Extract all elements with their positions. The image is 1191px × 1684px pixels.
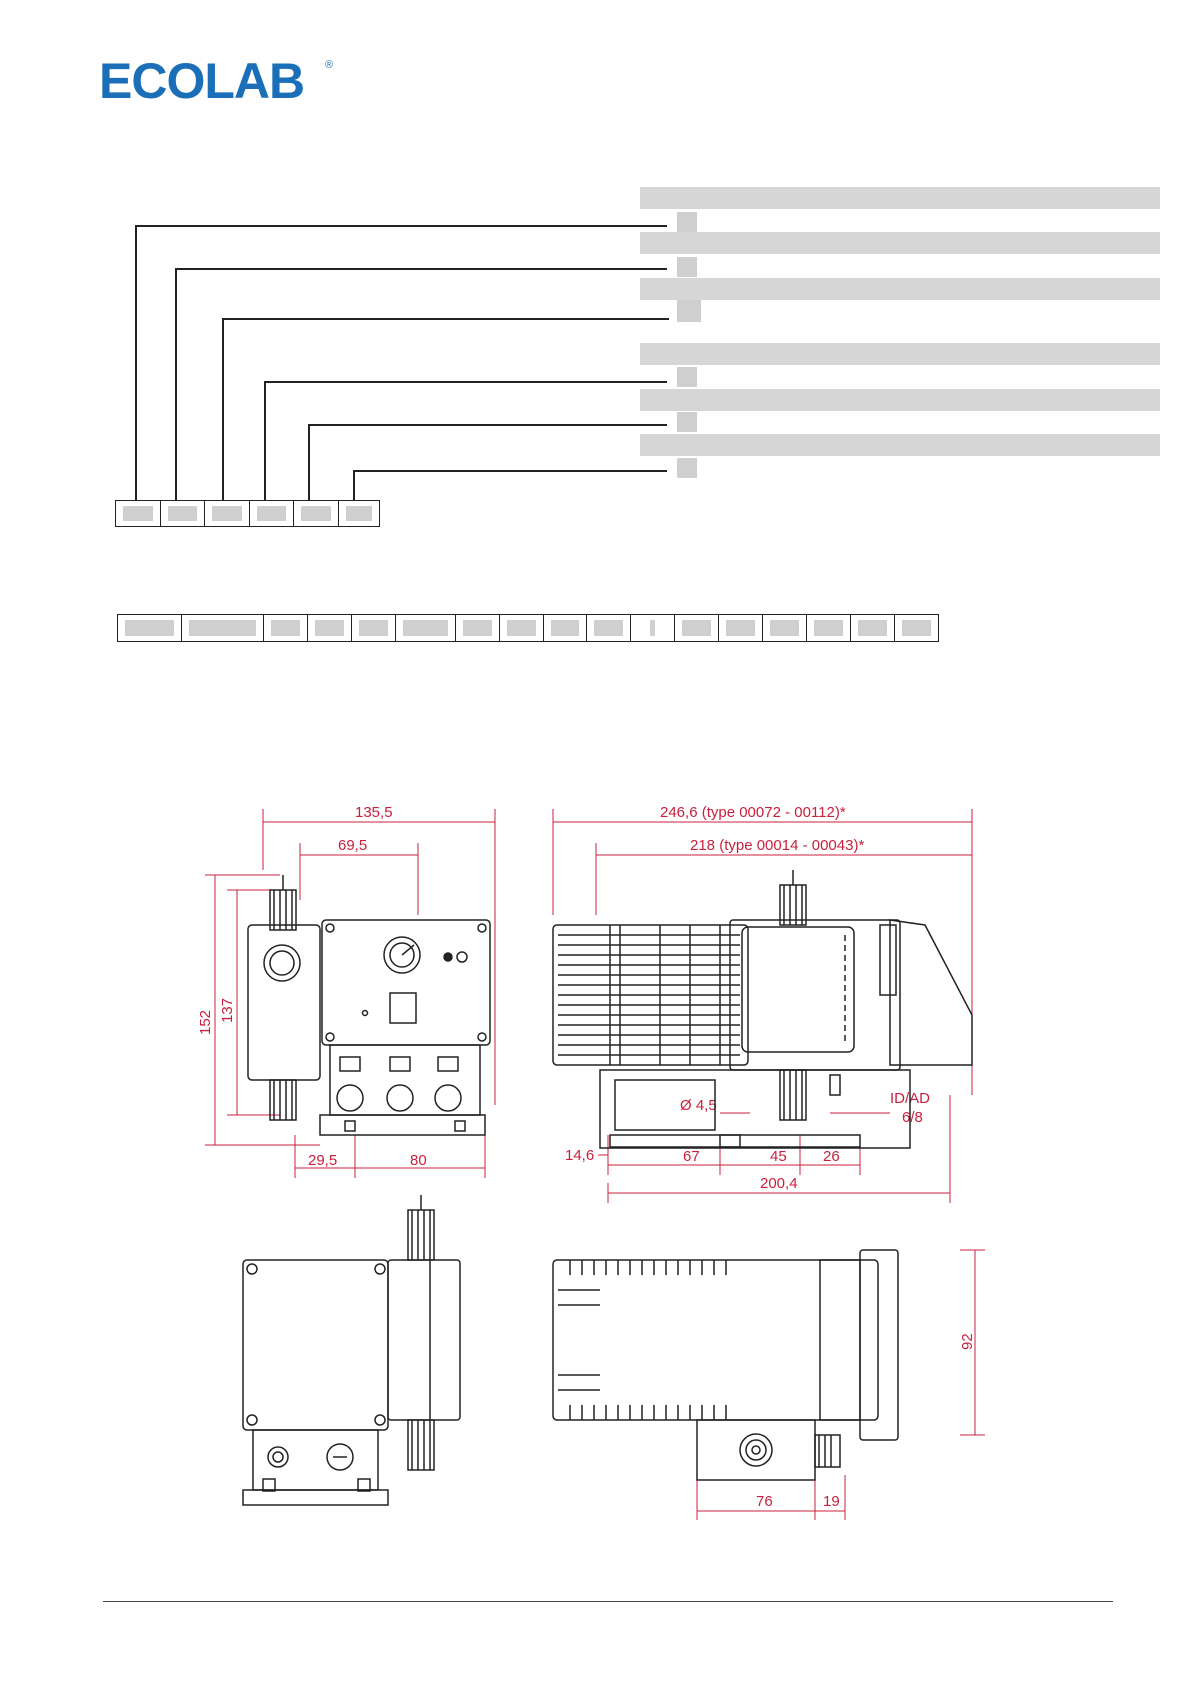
code-cell	[264, 615, 308, 641]
tree-line-h2	[175, 268, 667, 270]
tree-line-v4	[264, 381, 266, 500]
dim-base-offset: 29,5	[308, 1152, 338, 1169]
option-square-1	[677, 212, 697, 232]
code-cell	[719, 615, 763, 641]
option-bar-6	[640, 434, 1160, 456]
code-cell	[895, 615, 938, 641]
side-view	[553, 804, 972, 1203]
logo-text: ECOLAB	[99, 53, 305, 108]
dim-hole-diameter: Ø 4,5	[680, 1097, 717, 1114]
option-square-6	[677, 458, 697, 478]
dim-base-start: 14,6	[565, 1147, 595, 1164]
option-bar-5	[640, 389, 1160, 411]
code-cell	[851, 615, 895, 641]
code-cell	[339, 501, 380, 526]
option-square-4	[677, 367, 697, 387]
code-cell	[456, 615, 500, 641]
code-cell	[118, 615, 182, 641]
tree-line-v3	[222, 318, 224, 500]
code-cell	[396, 615, 456, 641]
code-cell	[294, 501, 339, 526]
dim-offset-19: 19	[823, 1493, 840, 1510]
bottom-view	[553, 1250, 985, 1520]
dim-base-total: 200,4	[760, 1175, 798, 1192]
option-bar-2	[640, 232, 1160, 254]
code-cell	[807, 615, 851, 641]
tree-line-v2	[175, 268, 177, 500]
option-square-3	[677, 300, 701, 322]
dim-width-offset: 69,5	[338, 837, 368, 854]
order-code-box-long	[117, 614, 939, 642]
code-cell	[205, 501, 250, 526]
code-cell	[631, 615, 675, 641]
tree-line-v6	[353, 470, 355, 500]
option-bar-1	[640, 187, 1160, 209]
dimension-drawing	[190, 795, 1120, 1535]
code-cell	[116, 501, 161, 526]
registered-mark: ®	[325, 59, 334, 71]
code-cell	[250, 501, 295, 526]
dim-base-width: 80	[410, 1152, 427, 1169]
dim-connector: ID/AD	[890, 1090, 931, 1107]
dim-height-92: 92	[959, 1333, 976, 1350]
dim-height-total: 152	[197, 1009, 214, 1035]
dim-width-total: 135,5	[355, 804, 393, 821]
dim-height-inner: 137	[219, 997, 236, 1023]
dim-seg2: 45	[770, 1148, 787, 1165]
code-cell	[763, 615, 807, 641]
tree-line-h4	[264, 381, 667, 383]
dim-seg1: 67	[683, 1148, 700, 1165]
code-cell	[308, 615, 352, 641]
code-cell	[675, 615, 719, 641]
dim-width-76: 76	[756, 1493, 773, 1510]
tree-line-h3	[222, 318, 669, 320]
footer-divider	[103, 1601, 1113, 1602]
tree-line-h6	[353, 470, 667, 472]
code-cell	[161, 501, 206, 526]
dim-connector-size: 6/8	[902, 1109, 923, 1126]
code-cell	[352, 615, 396, 641]
dim-seg3: 26	[823, 1148, 840, 1165]
option-square-2	[677, 257, 697, 277]
dim-length-short: 218 (type 00014 - 00043)*	[690, 837, 865, 854]
front-view	[197, 804, 495, 1178]
option-square-5	[677, 412, 697, 432]
top-view	[243, 1195, 460, 1505]
option-bar-3	[640, 278, 1160, 300]
dim-length-long: 246,6 (type 00072 - 00112)*	[660, 804, 846, 821]
tree-line-h1	[135, 225, 667, 227]
option-bar-4	[640, 343, 1160, 365]
code-cell	[587, 615, 631, 641]
tree-line-v1	[135, 225, 137, 500]
ecolab-logo	[99, 52, 339, 108]
tree-line-h5	[308, 424, 667, 426]
code-cell	[182, 615, 264, 641]
tree-line-v5	[308, 424, 310, 500]
code-cell	[544, 615, 588, 641]
order-code-box-short	[115, 500, 380, 527]
code-cell	[500, 615, 544, 641]
